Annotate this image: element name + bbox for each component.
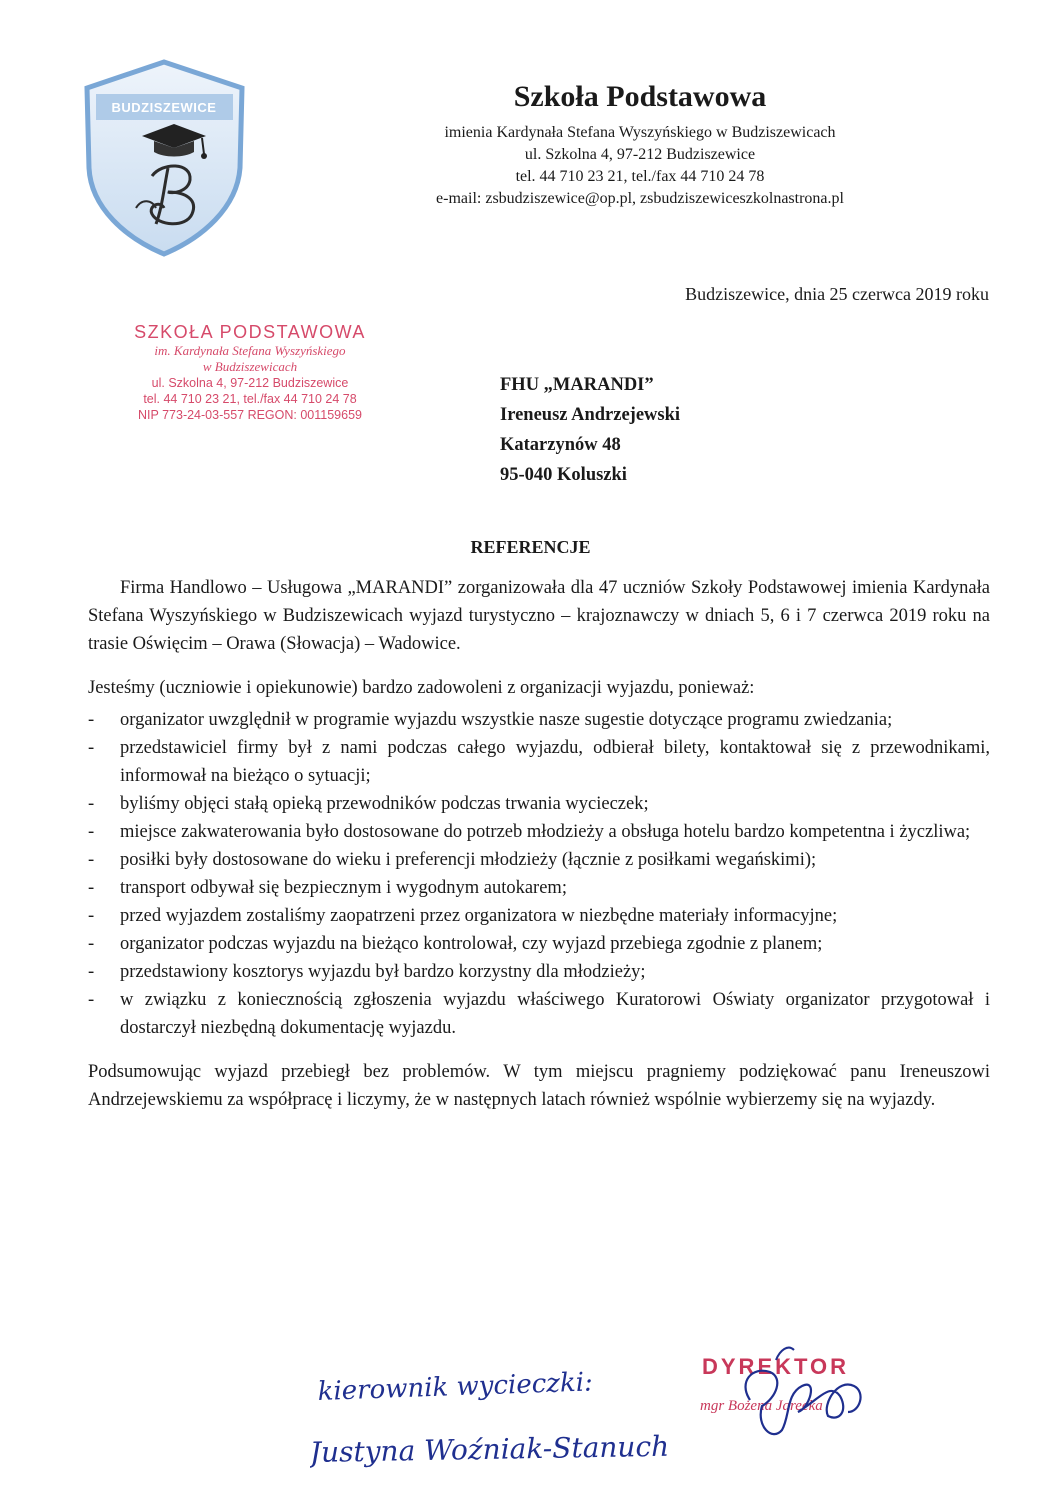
crest-shield-icon xyxy=(82,58,247,258)
list-item-text: miejsce zakwaterowania było dostosowane do potrzeb młodzieży a obsługa hotelu bardzo kompetentna i życzliwa; xyxy=(120,822,971,842)
recipient-line: FHU „MARANDI” xyxy=(500,375,654,395)
recipient-line: 95-040 Koluszki xyxy=(500,465,627,485)
bullet-dash: - xyxy=(88,850,95,870)
letterhead-line: imienia Kardynała Stefana Wyszyńskiego w Budziszewicach xyxy=(444,124,836,141)
paragraph-lead: Jesteśmy (uczniowie i opiekunowie) bardzo zadowoleni z organizacji wyjazdu, ponieważ: xyxy=(88,678,755,698)
list-item-text: w związku z koniecznością zgłoszenia wyjazdu właściwego Kuratorowi Oświaty organizator przygotował i dostarczył niezbędną dokumentację wyjazdu. xyxy=(120,990,990,1038)
bullet-dash: - xyxy=(88,822,95,842)
list-item-text: organizator podczas wyjazdu na bieżąco kontrolował, czy wyjazd przebiega zgodnie z planem; xyxy=(120,934,823,954)
list-item xyxy=(88,930,990,958)
stamp-italic-line: w Budziszewicach xyxy=(202,359,298,374)
letter-body xyxy=(88,574,990,1114)
stamp-italic-line: im. Kardynała Stefana Wyszyńskiego xyxy=(154,343,346,358)
stamp-line: tel. 44 710 23 21, tel./fax 44 710 24 78 xyxy=(143,392,357,406)
recipient-address xyxy=(500,370,680,490)
bullet-dash: - xyxy=(88,962,95,982)
list-item xyxy=(88,874,990,902)
paragraph-intro: Firma Handlowo – Usługowa „MARANDI” zorganizowała dla 47 uczniów Szkoły Podstawowej imienia Kardynała Stefana Wyszyńskiego w Budziszewicach wyjazd turystyczno – krajoznawczy w dniach 5, 6 i 7 czerwca 2019 roku na trasie Oświęcim – Orawa (Słowacja) – Wadowice. xyxy=(88,578,990,654)
list-item-text: przedstawiciel firmy był z nami podczas całego wyjazdu, odbierał bilety, kontaktował się z przewodnikami, informował na bieżąco o sytuacji; xyxy=(120,738,990,786)
handwritten-signature xyxy=(310,1360,670,1480)
list-item-text: przedstawiony kosztorys wyjazdu był bardzo korzystny dla młodzieży; xyxy=(120,962,646,982)
school-stamp xyxy=(110,322,390,423)
stamp-title: DYREKTOR xyxy=(702,1354,850,1379)
school-crest-logo xyxy=(82,58,247,258)
stamp-title: SZKOŁA PODSTAWOWA xyxy=(134,322,366,342)
reasons-list xyxy=(88,706,990,1042)
bullet-dash: - xyxy=(88,710,95,730)
school-name: Szkoła Podstawowa xyxy=(513,80,767,113)
bullet-dash: - xyxy=(88,990,95,1010)
bullet-dash: - xyxy=(88,878,95,898)
list-item-text: byliśmy objęci stałą opieką przewodników podczas trwania wycieczek; xyxy=(120,794,649,814)
list-item xyxy=(88,790,990,818)
stamp-line: NIP 773-24-03-557 REGON: 001159659 xyxy=(138,408,362,422)
list-item-text: transport odbywał się bezpiecznym i wygodnym autokarem; xyxy=(120,878,567,898)
list-item xyxy=(88,846,990,874)
list-item-text: posiłki były dostosowane do wieku i preferencji młodzieży (łącznie z posiłkami wegańskimi); xyxy=(120,850,817,870)
list-item xyxy=(88,706,990,734)
trip-leader-signature xyxy=(310,1360,670,1480)
list-item-text: organizator uwzględnił w programie wyjazdu wszystkie nasze sugestie dotyczące programu zwiedzania; xyxy=(120,710,893,730)
signature-caption: kierownik wycieczki: xyxy=(317,1367,594,1407)
director-signature-stamp xyxy=(690,1330,880,1460)
recipient-line: Katarzynów 48 xyxy=(500,435,621,455)
stamp-line: ul. Szkolna 4, 97-212 Budziszewice xyxy=(151,376,349,390)
list-item-text: przed wyjazdem zostaliśmy zaopatrzeni przez organizatora w niezbędne materiały informacyjne; xyxy=(120,906,838,926)
crest-label: BUDZISZEWICE xyxy=(111,100,217,115)
letterhead-line: ul. Szkolna 4, 97-212 Budziszewice xyxy=(524,146,756,163)
letterhead xyxy=(380,80,900,210)
letterhead-line: e-mail: zsbudziszewice@op.pl, zsbudziszewiceszkolnastrona.pl xyxy=(436,190,844,207)
bullet-dash: - xyxy=(88,906,95,926)
list-item xyxy=(88,958,990,986)
stamp-name: mgr Bożena Jarecka xyxy=(700,1398,823,1414)
letterhead-line: tel. 44 710 23 21, tel./fax 44 710 24 78 xyxy=(515,168,765,185)
list-item xyxy=(88,818,990,846)
list-item xyxy=(88,902,990,930)
list-item xyxy=(88,734,990,790)
list-item xyxy=(88,986,990,1042)
date-line: Budziszewice, dnia 25 czerwca 2019 roku xyxy=(685,284,989,304)
director-stamp xyxy=(690,1330,880,1460)
paragraph-closing: Podsumowując wyjazd przebiegł bez problemów. W tym miejscu pragniemy podziękować panu Ireneuszowi Andrzejewskiemu za współpracę i liczymy, że w następnych latach również wspólnie wybierzemy się na wyjazdy. xyxy=(88,1062,990,1110)
bullet-dash: - xyxy=(88,794,95,814)
signature-name: Justyna Woźniak-Stanuch xyxy=(310,1429,670,1469)
document-heading: REFERENCJE xyxy=(470,537,591,557)
bullet-dash: - xyxy=(88,934,95,954)
bullet-dash: - xyxy=(88,738,95,758)
recipient-line: Ireneusz Andrzejewski xyxy=(500,405,681,425)
